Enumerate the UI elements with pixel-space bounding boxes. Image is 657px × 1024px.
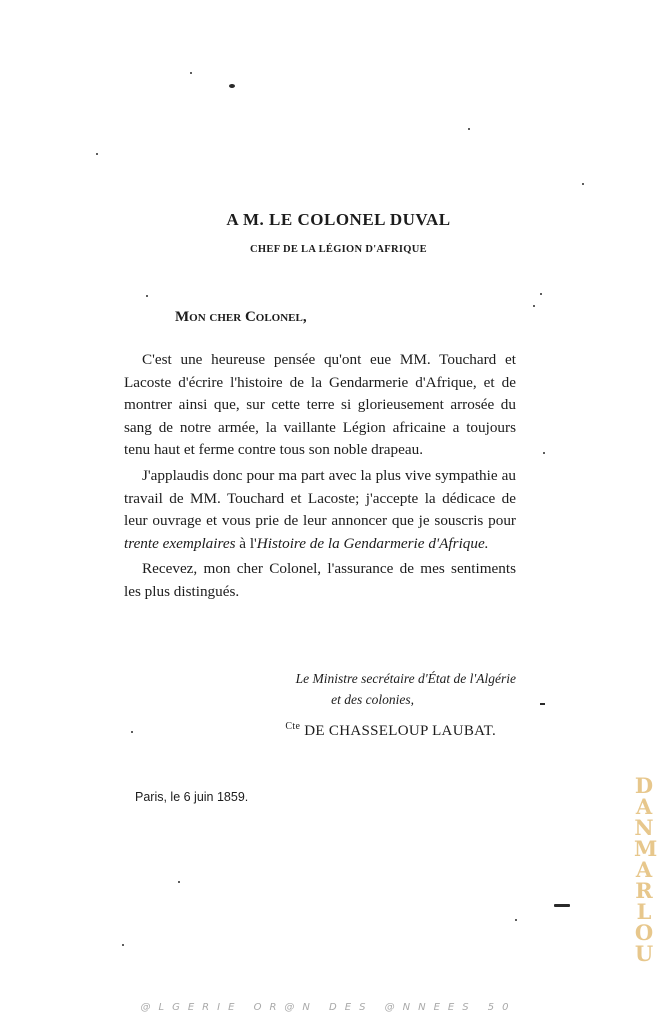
scan-speck xyxy=(554,904,570,907)
signatory-name-text: DE CHASSELOUP LAUBAT. xyxy=(300,723,496,739)
scan-speck xyxy=(515,919,517,921)
letter-body xyxy=(124,349,516,607)
signatory-title-line-1: Le Ministre secrétaire d'État de l'Algérie xyxy=(295,671,516,686)
scan-speck xyxy=(146,295,148,297)
footer-watermark: @LGERIE OR@N DES @NNEES 50 xyxy=(140,1002,517,1013)
dedication-title: A M. LE COLONEL DUVAL xyxy=(226,210,451,229)
scan-speck xyxy=(131,731,133,733)
scan-speck xyxy=(582,183,584,185)
paragraph-1: C'est une heureuse pensée qu'ont eue MM. Touchard et Lacoste d'écrire l'histoire de la Gendarmerie d'Afrique, et de montrer ainsi que, sur cette terre si glorieusement arrosée du sang de notre armée, la vaillante Légion africaine a toujours tenu haut et ferme contre tous son noble drapeau. xyxy=(124,351,516,459)
scan-speck xyxy=(540,293,542,295)
signatory-name xyxy=(200,721,496,740)
place-date: Paris, le 6 juin 1859. xyxy=(135,790,249,804)
scan-speck xyxy=(122,944,124,946)
scan-speck xyxy=(543,452,545,454)
paragraph-2 xyxy=(124,465,516,555)
signatory-name-prefix: Cte xyxy=(285,721,301,732)
paragraph-2-italic-a: trente exemplaires xyxy=(124,534,236,552)
dedication-subtitle: CHEF DE LA LÉGION D'AFRIQUE xyxy=(250,244,427,255)
paragraph-2-text-b: à l' xyxy=(235,534,257,552)
scan-speck xyxy=(229,84,235,88)
paragraph-2-text-a: J'applaudis donc pour ma part avec la plus vive sympathie au travail de MM. Touchard et Lacoste; j'accepte la dédicace de leur ouvrage et vous prie de leur annoncer que je souscris pour xyxy=(124,466,516,530)
scan-speck xyxy=(468,128,470,130)
vertical-watermark: DANMARLOU xyxy=(634,773,657,966)
signatory-title xyxy=(200,668,516,710)
scan-speck xyxy=(533,305,535,307)
paragraph-2-italic-b: Histoire de la Gendarmerie d'Afrique. xyxy=(256,534,489,552)
scan-speck xyxy=(540,703,545,705)
signatory-title-line-2: et des colonies, xyxy=(331,692,414,707)
paragraph-3: Recevez, mon cher Colonel, l'assurance de mes sentiments les plus distingués. xyxy=(124,560,516,600)
salutation: Mon cher Colonel, xyxy=(175,309,307,325)
scan-speck xyxy=(190,72,192,74)
scan-speck xyxy=(96,153,98,155)
scan-speck xyxy=(178,881,180,883)
